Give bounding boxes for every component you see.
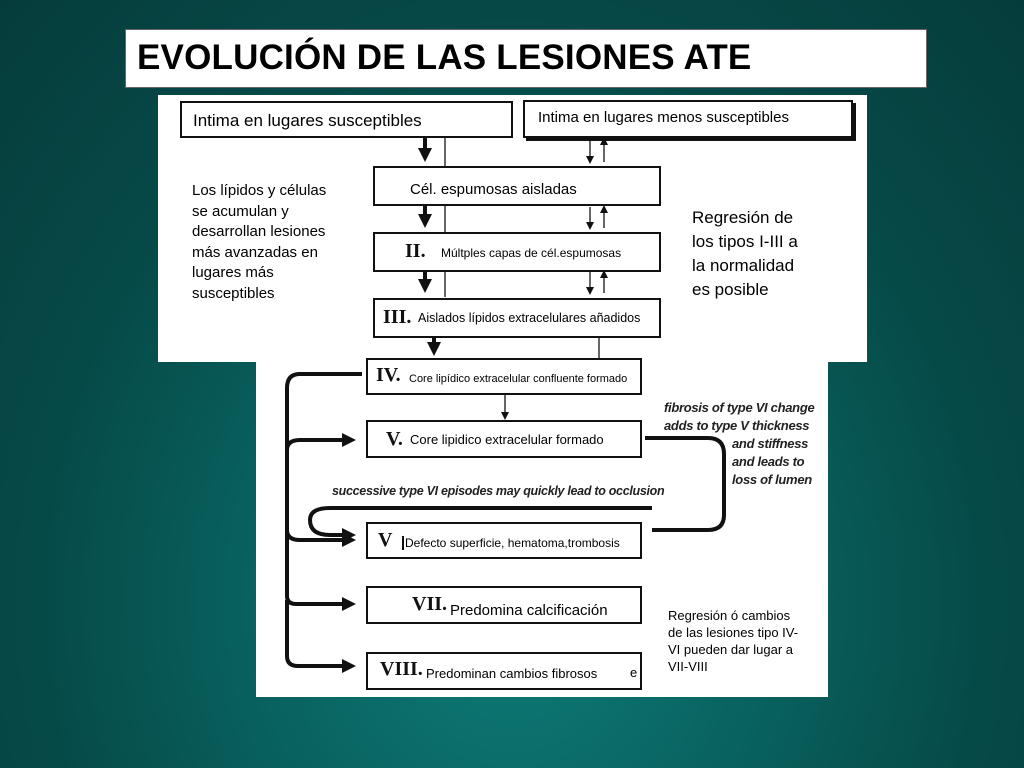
annotation-fibrosis-1: fibrosis of type VI change [664,400,815,415]
annotation-fibrosis-3: and stiffness [732,436,809,451]
box-intima-less-susceptible [523,100,853,138]
stage-vii-numeral: VII. [412,593,448,615]
annotation-successive-episodes: successive type VI episodes may quickly lead to occlusion [332,484,665,498]
stage-v-label: Core lipidico extracelular formado [410,432,604,447]
stage-v-numeral: V. [386,428,403,450]
stage-v-box [366,420,642,458]
stage-ii-box [373,232,661,272]
stage-vi-box [366,522,642,559]
stage-viii-box [366,652,642,690]
stage-viii-label: Predominan cambios fibrosos [426,666,598,681]
stage-vi-numeral: V [378,529,393,551]
stage-vi-label: Defecto superficie, hematoma,trombosis [402,536,620,550]
stage-iv-numeral: IV. [376,364,401,386]
stage-vii-label: Predomina calcificación [450,602,608,619]
annotation-fibrosis-4: and leads to [732,454,805,469]
note-regression-iv-vi: Regresión ó cambios de las lesiones tipo IV- VI pueden dar lugar a VII-VIII [668,608,799,674]
stage-iii-box [373,298,661,338]
slide-title: EVOLUCIÓN DE LAS LESIONES ATE [137,38,752,77]
note-regression-i-iii: Regresión de los tipos I-III a la normalidad es posible [692,208,798,299]
stage-iii-label: Aislados lípidos extracelulares añadidos [418,311,641,325]
box-intima-susceptible-label: Intima en lugares susceptibles [193,111,422,130]
stage-i-box [373,166,661,206]
stage-iii-numeral: III. [383,306,412,328]
stage-iv-box [366,358,642,395]
annotation-fibrosis-5: loss of lumen [732,472,812,487]
annotation-fibrosis-2: adds to type V thickness [664,418,810,433]
stage-iv-label: Core lipídico extracelular confluente formado [409,373,628,385]
stage-viii-stray-mark: e [630,665,638,680]
stage-ii-numeral: II. [405,240,426,262]
stage-viii-numeral: VIII. [380,658,423,680]
stage-i-label: Cél. espumosas aisladas [410,181,577,198]
box-intima-less-susceptible-label: Intima en lugares menos susceptibles [538,109,789,126]
note-susceptible-lesions: Los lípidos y células se acumulan y desarrollan lesiones más avanzadas en lugares más susceptibles [192,182,327,302]
box-intima-susceptible [180,101,513,138]
stage-ii-label: Múltples capas de cél.espumosas [441,246,622,260]
stage-vii-box [366,586,642,624]
